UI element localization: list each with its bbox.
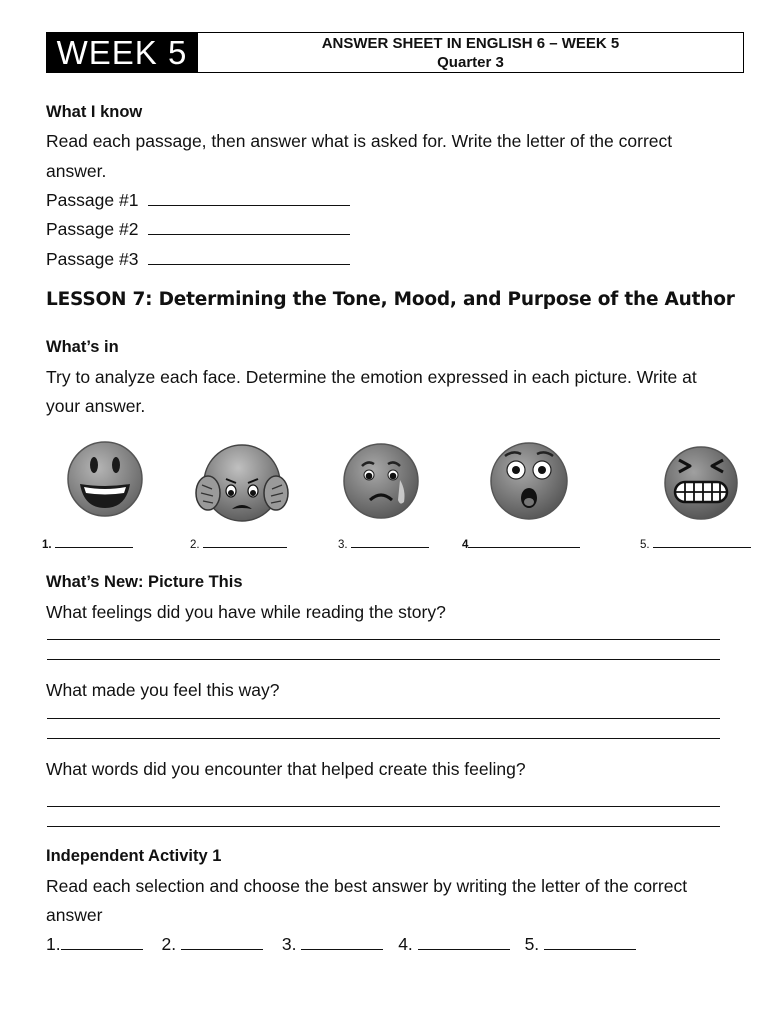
happy-face-icon [66, 440, 144, 518]
passage-2-row [46, 219, 350, 240]
what-i-know-instruction-line2: answer. [46, 161, 107, 181]
header-title-box [198, 32, 744, 73]
activity-answer-3-blank[interactable] [301, 935, 383, 950]
lesson-title: LESSON 7: Determining the Tone, Mood, and Purpose of the Author [46, 289, 735, 310]
question-3-answer-line-2[interactable] [47, 826, 720, 827]
question-2-answer-line-2[interactable] [47, 738, 720, 739]
activity-answer-1-blank[interactable] [61, 935, 143, 950]
activity-answer-2-label: 2. [161, 934, 177, 954]
independent-activity-heading: Independent Activity 1 [46, 847, 222, 865]
whats-new-question-3: What words did you encounter that helped create this feeling? [46, 759, 526, 779]
passage-1-label: Passage #1 [46, 190, 139, 210]
what-i-know-instruction-line1: Read each passage, then answer what is asked for. Write the letter of the correct [46, 131, 673, 151]
whats-in-instruction-line1: Try to analyze each face. Determine the emotion expressed in each picture. Write at [46, 367, 697, 387]
face-5-label: 5. [640, 539, 650, 551]
activity-answer-1-label: 1. [46, 934, 61, 954]
face-2-answer [190, 537, 287, 551]
activity-answers-row [46, 934, 636, 955]
whats-in-heading: What’s in [46, 338, 119, 356]
face-4-answer-blank[interactable] [468, 537, 580, 548]
face-4-answer [462, 537, 580, 551]
week-label: WEEK 5 [46, 32, 198, 73]
question-2-answer-line-1[interactable] [47, 718, 720, 719]
independent-activity-instruction-line1: Read each selection and choose the best answer by writing the letter of the correct [46, 876, 688, 896]
whats-new-question-2: What made you feel this way? [46, 680, 280, 700]
activity-answer-4-blank[interactable] [418, 935, 510, 950]
activity-answer-2-blank[interactable] [181, 935, 263, 950]
sad-face-icon [342, 442, 420, 520]
activity-answer-3-label: 3. [281, 934, 297, 954]
passage-1-answer-blank[interactable] [148, 191, 350, 206]
activity-answer-5-label: 5. [524, 934, 540, 954]
passage-3-label: Passage #3 [46, 249, 139, 269]
activity-answer-5-blank[interactable] [544, 935, 636, 950]
face-2-answer-blank[interactable] [203, 537, 287, 548]
face-4-label: 4 [462, 539, 469, 551]
face-2-label: 2. [190, 539, 200, 551]
face-5-answer-blank[interactable] [653, 537, 751, 548]
question-3-answer-line-1[interactable] [47, 806, 720, 807]
what-i-know-heading: What I know [46, 103, 143, 121]
question-1-answer-line-2[interactable] [47, 659, 720, 660]
passage-1-row [46, 190, 350, 211]
face-1-answer-blank[interactable] [55, 537, 133, 548]
distressed-face-icon [194, 441, 290, 527]
face-1-label: 1. [42, 539, 52, 551]
whats-new-question-1: What feelings did you have while reading the story? [46, 602, 446, 622]
header-quarter: Quarter 3 [437, 53, 504, 71]
activity-answer-4-label: 4. [398, 934, 413, 954]
grimacing-face-icon [663, 444, 739, 522]
whats-new-heading: What’s New: Picture This [46, 573, 243, 591]
passage-3-row [46, 249, 350, 270]
face-3-label: 3. [338, 539, 348, 551]
header-title: ANSWER SHEET IN ENGLISH 6 – WEEK 5 [321, 34, 620, 52]
passage-2-answer-blank[interactable] [148, 220, 350, 235]
face-3-answer-blank[interactable] [351, 537, 429, 548]
surprised-face-icon [489, 440, 569, 522]
whats-in-instruction-line2: your answer. [46, 396, 146, 416]
face-5-answer [640, 537, 751, 551]
page-header [46, 32, 744, 73]
passage-2-label: Passage #2 [46, 219, 139, 239]
question-1-answer-line-1[interactable] [47, 639, 720, 640]
passage-3-answer-blank[interactable] [148, 250, 350, 265]
face-1-answer [42, 537, 133, 551]
independent-activity-instruction-line2: answer [46, 905, 103, 925]
face-3-answer [338, 537, 429, 551]
